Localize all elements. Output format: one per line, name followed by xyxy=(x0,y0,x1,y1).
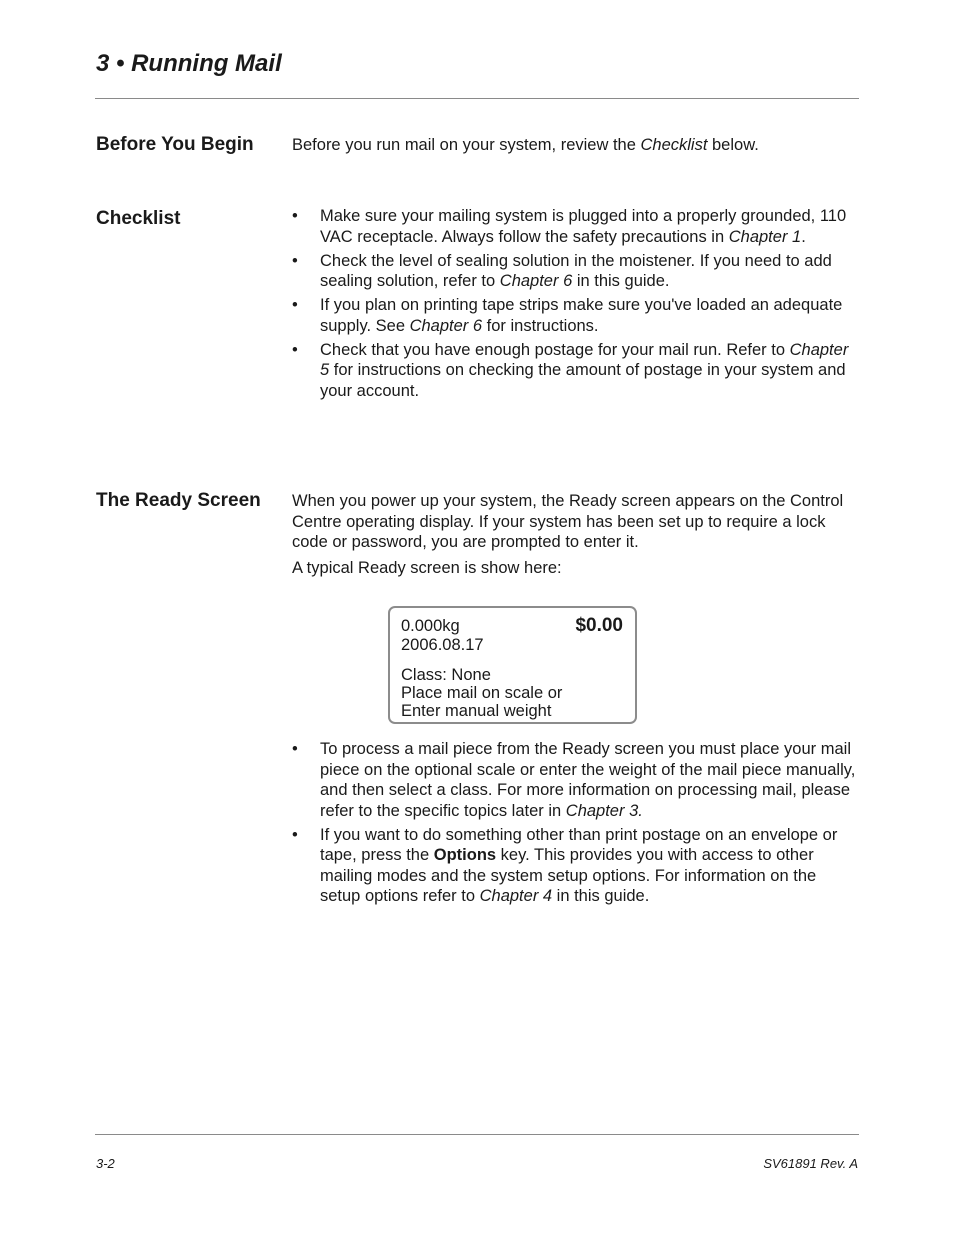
ready-note-item: • If you want to do something other than print postage on an envelope or tape, press the Options key. This provides you with access to other mailing modes and the system setup options. For information on the setup options refer to Chapter 4 in this guide. xyxy=(292,825,838,905)
bullet-dot: • xyxy=(292,340,298,359)
ready-screen-display xyxy=(388,606,637,724)
display-date: 2006.08.17 xyxy=(401,636,484,654)
checklist-item: • Make sure your mailing system is plugged into a properly grounded, 110 VAC receptacle. Always follow the safety precautions in Chapter 1. xyxy=(292,207,847,246)
checklist-heading: Checklist xyxy=(96,208,181,229)
ready-screen-intro: When you power up your system, the Ready screen appears on the Control Centre operating display. If your system has been set up to require a lock code or password, you are prompted to enter it. xyxy=(292,492,844,551)
bullet-dot: • xyxy=(292,825,298,844)
footer-divider xyxy=(95,1134,859,1135)
ready-screen-heading: The Ready Screen xyxy=(96,490,261,511)
bullet-dot: • xyxy=(292,251,298,270)
display-prompt-scale: Place mail on scale or xyxy=(401,684,563,702)
before-you-begin-text: Before you run mail on your system, review the Checklist below. xyxy=(292,136,759,154)
document-reference: SV61891 Rev. A xyxy=(763,1156,858,1171)
checklist-item: • Check that you have enough postage for your mail run. Refer to Chapter 5 for instructions on checking the amount of postage in your system and your account. xyxy=(292,340,849,400)
display-prompt-manual: Enter manual weight xyxy=(401,702,552,720)
display-postage-amount: $0.00 xyxy=(575,615,623,636)
page-number: 3-2 xyxy=(96,1156,115,1171)
chapter-title: 3 • Running Mail xyxy=(96,50,282,77)
ready-screen-notes xyxy=(292,739,858,910)
ready-screen-typical: A typical Ready screen is show here: xyxy=(292,559,562,577)
bullet-dot: • xyxy=(292,207,298,225)
ready-note-item: • To process a mail piece from the Ready screen you must place your mail piece on the optional scale or enter the weight of the mail piece manually, and then select a class. For more information on processing mail, please refer to the specific topics later in Chapter 3. xyxy=(292,740,856,820)
checklist-list xyxy=(292,206,858,405)
bullet-dot: • xyxy=(292,740,298,758)
display-weight: 0.000kg xyxy=(401,617,460,635)
display-class: Class: None xyxy=(401,666,491,684)
checklist-item: • If you plan on printing tape strips make sure you've loaded an adequate supply. See Chapter 6 for instructions. xyxy=(292,296,843,335)
before-you-begin-heading: Before You Begin xyxy=(96,134,254,155)
header-divider xyxy=(95,98,859,99)
bullet-dot: • xyxy=(292,296,298,314)
checklist-item: • Check the level of sealing solution in the moistener. If you need to add sealing solution, refer to Chapter 6 in this guide. xyxy=(292,251,832,290)
